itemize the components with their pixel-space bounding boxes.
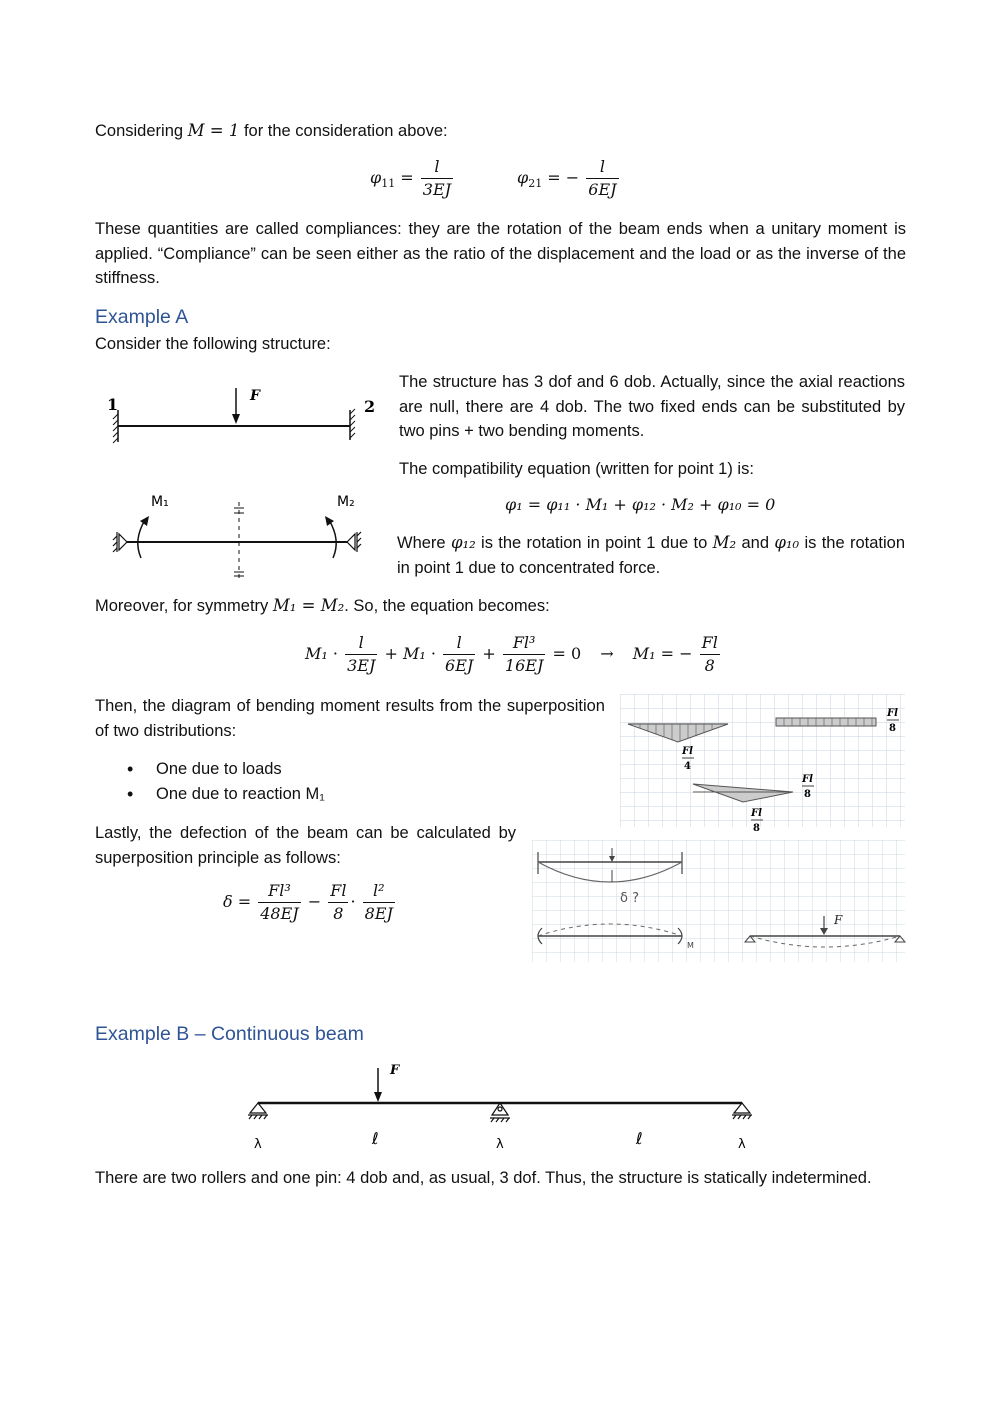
deflection-formula: δ = $\frac{\text{Fl³}}{48EJ}$ − $\frac{Fl}{8}$ · $\frac{\text{l²}}{8EJ}$ (223, 881, 393, 923)
force-label: F (250, 388, 260, 404)
node-2-label: 2 (364, 397, 376, 416)
deflection-figure (532, 840, 905, 962)
list-item: • One due to reaction M₁ (127, 782, 325, 807)
fixed-beam-figure (105, 380, 385, 450)
force-label: F (834, 913, 843, 927)
moment-label: M (687, 941, 694, 950)
moment-equation: M₁ · $\frac{l}{3EJ}$ + M₁ · $\frac{l}{6EJ}$ + $\frac{\text{Fl³}}{16EJ}$ = 0 → M₁ = − $\frac{Fl}{8}$ (305, 633, 718, 675)
intro-line (95, 119, 448, 143)
superposition-paragraph: Then, the diagram of bending moment results from the superposition of two distributions: (95, 697, 605, 740)
compliance-paragraph: These quantities are called compliances: they are the rotation of the beam ends when a unitary moment is applied. “Compliance” can be seen either as the ratio of the displacement and the load or as the inverse of the stiffness. (95, 220, 906, 287)
svg-text:8: 8 (889, 723, 896, 734)
superposition-list (127, 757, 325, 807)
pin-right (347, 532, 361, 552)
roller-left (248, 1103, 268, 1119)
pin-left (113, 532, 127, 552)
svg-text:Fl: Fl (802, 774, 813, 785)
compatibility-lead: The compatibility equation (written for point 1) is: (399, 460, 754, 478)
svg-text:Fl: Fl (751, 808, 762, 819)
symmetry-line: Moreover, for symmetry M₁ = M₂. So, the equation becomes: (95, 596, 550, 615)
roller-right (732, 1103, 752, 1119)
node-1-label: 1 (107, 395, 119, 414)
intro-text-after: for the consideration above: (239, 122, 448, 140)
continuous-beam-figure (240, 1060, 760, 1155)
bending-moment-figure (620, 694, 905, 834)
example-a-heading: Example A (95, 306, 189, 328)
phi21-formula: $\varphi_{21}$ = − $\frac{l}{6EJ}$ (517, 157, 617, 199)
compatibility-equation: φ₁ = φ₁₁ · M₁ + φ₁₂ · M₂ + φ₁₀ = 0 (505, 495, 776, 514)
example-a-lead: Consider the following structure: (95, 335, 331, 353)
span-label: ℓ (372, 1129, 379, 1148)
pinned-moments-figure (105, 488, 385, 583)
force-label: F (390, 1063, 400, 1078)
m2-label: M₂ (337, 494, 355, 510)
example-b-heading: Example B – Continuous beam (95, 1023, 364, 1045)
moment-m1-arrow (138, 520, 145, 558)
svg-text:4: 4 (684, 761, 691, 772)
where-paragraph: Where φ₁₂ is the rotation in point 1 due to M₂ and φ₁₀ is the rotation in point 1 due to concentrated force. (397, 533, 906, 577)
svg-text:8: 8 (753, 823, 760, 834)
m1-label: M₁ (151, 494, 169, 510)
pin-middle (490, 1103, 510, 1122)
list-item: • One due to loads (127, 757, 325, 782)
svg-text:8: 8 (804, 789, 811, 800)
moment-m2-arrow (329, 520, 336, 558)
intro-math: M = 1 (187, 121, 240, 140)
support-label: λ (496, 1137, 504, 1152)
deflection-paragraph: Lastly, the defection of the beam can be calculated by superposition principle as follows: (95, 824, 516, 867)
svg-text:Fl: Fl (887, 708, 898, 719)
phi11-formula: $\varphi_{11}$ = $\frac{l}{3EJ}$ (370, 157, 452, 199)
support-label: λ (254, 1137, 262, 1152)
svg-text:Fl: Fl (682, 746, 693, 757)
support-label: λ (738, 1137, 746, 1152)
structure-paragraph: The structure has 3 dof and 6 dob. Actually, since the axial reactions are null, there are 4 dob. The two fixed ends can be substituted by two pins + two bending moments. (399, 373, 905, 440)
span-label: ℓ (636, 1129, 643, 1148)
reaction-moment-rect (776, 718, 876, 726)
example-b-paragraph: There are two rollers and one pin: 4 dob and, as usual, 3 dof. Thus, the structure is statically indetermined. (95, 1169, 872, 1187)
delta-label: δ ? (620, 891, 639, 906)
intro-text: Considering (95, 122, 188, 140)
